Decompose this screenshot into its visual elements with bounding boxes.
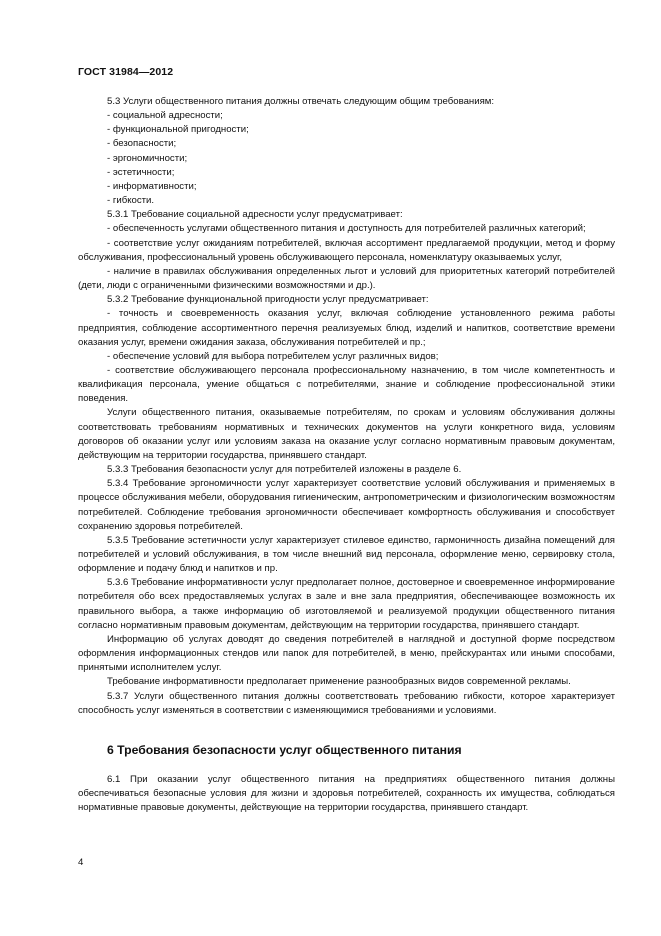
list-item: - соответствие обслуживающего персонала профессиональному назначению, в том числе компетентность и квалификация персонала, умение общаться с потребителями, знание и соблюдение профессиональной этики поведения. <box>78 364 615 405</box>
section-heading: 6 Требования безопасности услуг общественного питания <box>107 742 462 757</box>
clause-6-1: 6.1 При оказании услуг общественного питания на предприятиях общественного питания должны обеспечиваться безопасные условия для жизни и здоровья потребителей, сохранность их имущества, соблюдаться нормативные правовые документы, действующие на территории государства, принявшего стандарт. <box>78 773 615 814</box>
clause-5-3-6: 5.3.6 Требование информативности услуг предполагает полное, достоверное и своевременное информирование потребителя обо всех предоставляемых услугах в зале и вне зала предприятия, обеспечивающее возможность их правильного выбора, а также информацию об изготовляемой и реализуемой продукции общественного питания согласно нормативным правовым документам, действующим на территории государства, принявшего стандарт. <box>78 577 615 631</box>
document-header: ГОСТ 31984—2012 <box>78 66 174 78</box>
clause-5-3-3: 5.3.3 Требования безопасности услуг для потребителей изложены в разделе 6. <box>107 464 462 476</box>
paragraph: Услуги общественного питания, оказываемые потребителям, по срокам и условиям обслуживания должны соответствовать требованиям нормативных и технических документов на услуги конкретного вида, условиям договоров об оказании услуг или условиям заказа на оказание услуг согласно нормативным правовым документам, действующим на территории государства, принявшего стандарт. <box>78 407 615 461</box>
list-item: - функциональной пригодности; <box>107 124 249 136</box>
paragraph: Требование информативности предполагает применение разнообразных видов современной рекламы. <box>107 676 571 688</box>
list-item: - обеспеченность услугами общественного питания и доступность для потребителей различных категорий; <box>107 223 586 235</box>
list-item: - гибкости. <box>107 195 155 207</box>
clause-5-3-2: 5.3.2 Требование функциональной пригодности услуг предусматривает: <box>107 294 429 306</box>
list-item: - безопасности; <box>107 138 177 150</box>
list-item: - социальной адресности; <box>107 110 223 122</box>
list-item: - обеспечение условий для выбора потребителем услуг различных видов; <box>107 350 439 362</box>
clause-5-3-4: 5.3.4 Требование эргономичности услуг характеризует соответствие условий обслуживания и применяемых в процессе обслуживания мебели, оборудования гигиеническим, антропометрическим и физиологическим возможностям потребителей. Соблюдение требования эргономичности обеспечивает комфортность обслуживания и способствует сохранению здоровья потребителей. <box>78 478 615 532</box>
list-item: - эстетичности; <box>107 166 175 178</box>
page-number: 4 <box>78 857 84 868</box>
list-item: - точность и своевременность оказания услуг, включая соблюдение установленного режима работы предприятия, соблюдение ассортиментного перечня реализуемых блюд, изделий и напитков, соответствие времени оказания услуг, времени ожидания заказа, обслуживания потребителей и пр.; <box>78 308 615 348</box>
list-item: - соответствие услуг ожиданиям потребителей, включая ассортимент предлагаемой продукции, метод и форму обслуживания, профессиональный уровень обслуживающего персонала, номенклатуру оказываемых услуг, <box>78 237 615 263</box>
clause-5-3-1: 5.3.1 Требование социальной адресности услуг предусматривает: <box>107 209 403 221</box>
list-item: - наличие в правилах обслуживания определенных льгот и условий для приоритетных категорий потребителей (дети, люди с ограниченными физическими возможностями и др.). <box>78 265 615 292</box>
paragraph: Информацию об услугах доводят до сведения потребителей в наглядной и доступной форме посредством оформления информационных стендов или папок для потребителей, в меню, прейскурантах или иными способами, принятыми исполнителем услуг. <box>78 633 615 674</box>
document-body <box>78 95 615 815</box>
clause-5-3-5: 5.3.5 Требование эстетичности услуг характеризует стилевое единство, гармоничность дизайна помещений для потребителей и условий обслуживания, в том числе внешний вид персонала, оформление меню, сервировку стола, оформление и подачу блюд и напитков и пр. <box>78 534 615 575</box>
clause-5-3-7: 5.3.7 Услуги общественного питания должны соответствовать требованию гибкости, которое характеризует способность услуг изменяться в соответствии с изменяющимися требованиями и условиями. <box>78 690 615 716</box>
clause-5-3: 5.3 Услуги общественного питания должны отвечать следующим общим требованиям: <box>107 96 495 107</box>
list-item: - информативности; <box>107 180 197 192</box>
list-item: - эргономичности; <box>107 152 188 164</box>
